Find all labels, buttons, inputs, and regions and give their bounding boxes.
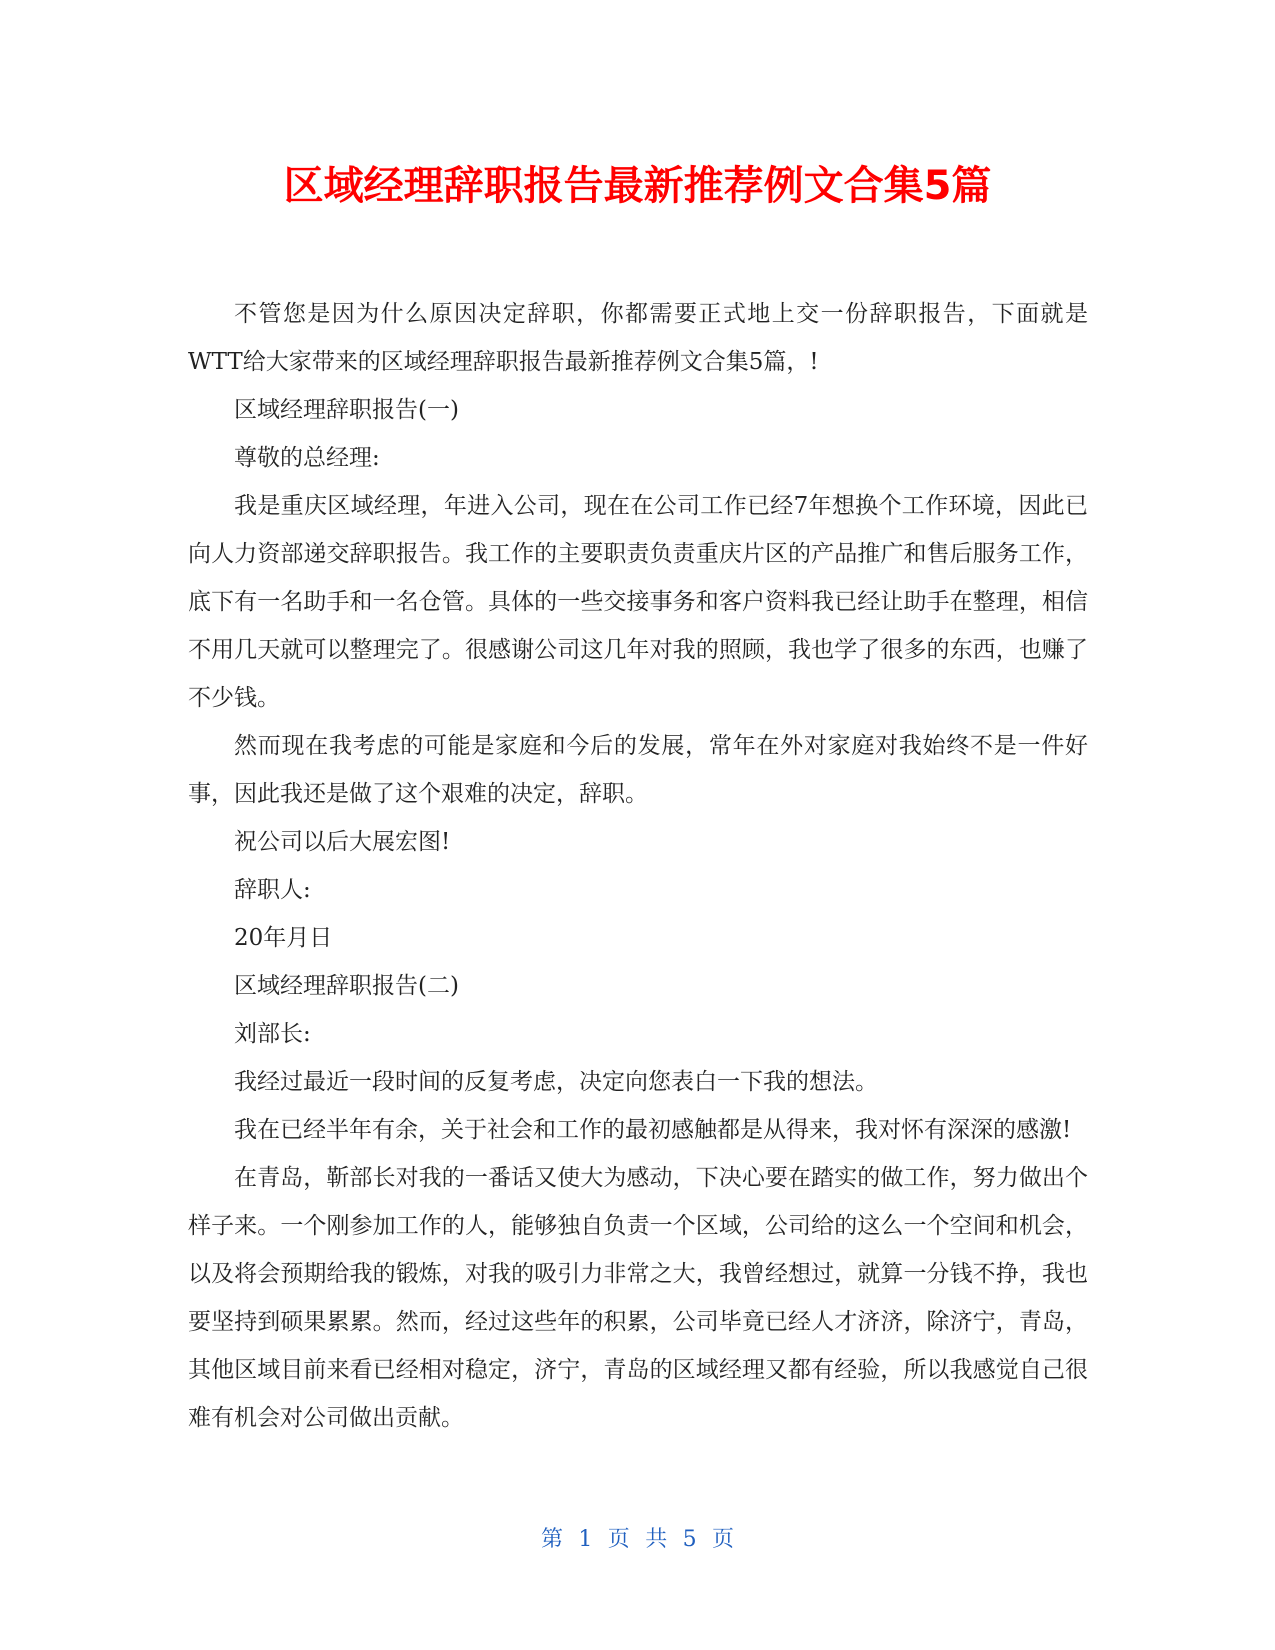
footer-total-unit: 页 (711, 1527, 734, 1552)
closing-wish: 祝公司以后大展宏图! (234, 829, 451, 855)
date-line: 20年月日 (234, 925, 333, 951)
signature-label: 辞职人: (234, 877, 311, 903)
body-paragraph: 在青岛，靳部长对我的一番话又使大为感动，下决心要在踏实的做工作，努力做出个样子来。一个刚参加工作的人，能够独自负责一个区域，公司给的这么一个空间和机会，以及将会预期给我的锻炼，对我的吸引力非常之大，我曾经想过，就算一分钱不挣，我也要坚持到硕果累累。然而，经过这些年的积累，公司毕竟已经人才济济，除济宁，青岛，其他区域目前来看已经相对稳定，济宁，青岛的区域经理又都有经验，所以我感觉自己很难有机会对公司做出贡献。 (188, 1165, 1088, 1431)
section-heading-2: 区域经理辞职报告(二) (234, 973, 459, 999)
footer-page-unit: 页 (607, 1527, 630, 1552)
footer-total-pages: 5 (682, 1527, 697, 1552)
footer-total-word: 共 (645, 1527, 668, 1552)
salutation-1: 尊敬的总经理: (234, 445, 380, 471)
footer-page-word: 第 (541, 1527, 564, 1552)
document-title: 区域经理辞职报告最新推荐例文合集5篇 (283, 163, 992, 209)
body-paragraph: 然而现在我考虑的可能是家庭和今后的发展，常年在外对家庭对我始终不是一件好事，因此我还是做了这个艰难的决定，辞职。 (188, 733, 1088, 807)
body-paragraph: 我是重庆区域经理，年进入公司，现在在公司工作已经7年想换个工作环境，因此已向人力资部递交辞职报告。我工作的主要职责负责重庆片区的产品推广和售后服务工作，底下有一名助手和一名仓管。具体的一些交接事务和客户资料我已经让助手在整理，相信不用几天就可以整理完了。很感谢公司这几年对我的照顾，我也学了很多的东西，也赚了不少钱。 (188, 493, 1088, 711)
section-heading-1: 区域经理辞职报告(一) (234, 397, 459, 423)
body-paragraph: 我经过最近一段时间的反复考虑，决定向您表白一下我的想法。 (234, 1069, 878, 1095)
footer-page-number: 1 (578, 1527, 593, 1552)
body-paragraph: 我在已经半年有余，关于社会和工作的最初感触都是从得来，我对怀有深深的感激! (234, 1117, 1072, 1143)
page-footer (0, 1525, 1275, 1555)
salutation-2: 刘部长: (234, 1021, 311, 1047)
intro-paragraph: 不管您是因为什么原因决定辞职，你都需要正式地上交一份辞职报告，下面就是WTT给大家带来的区域经理辞职报告最新推荐例文合集5篇，! (188, 301, 1088, 375)
document-body (188, 290, 1088, 1442)
